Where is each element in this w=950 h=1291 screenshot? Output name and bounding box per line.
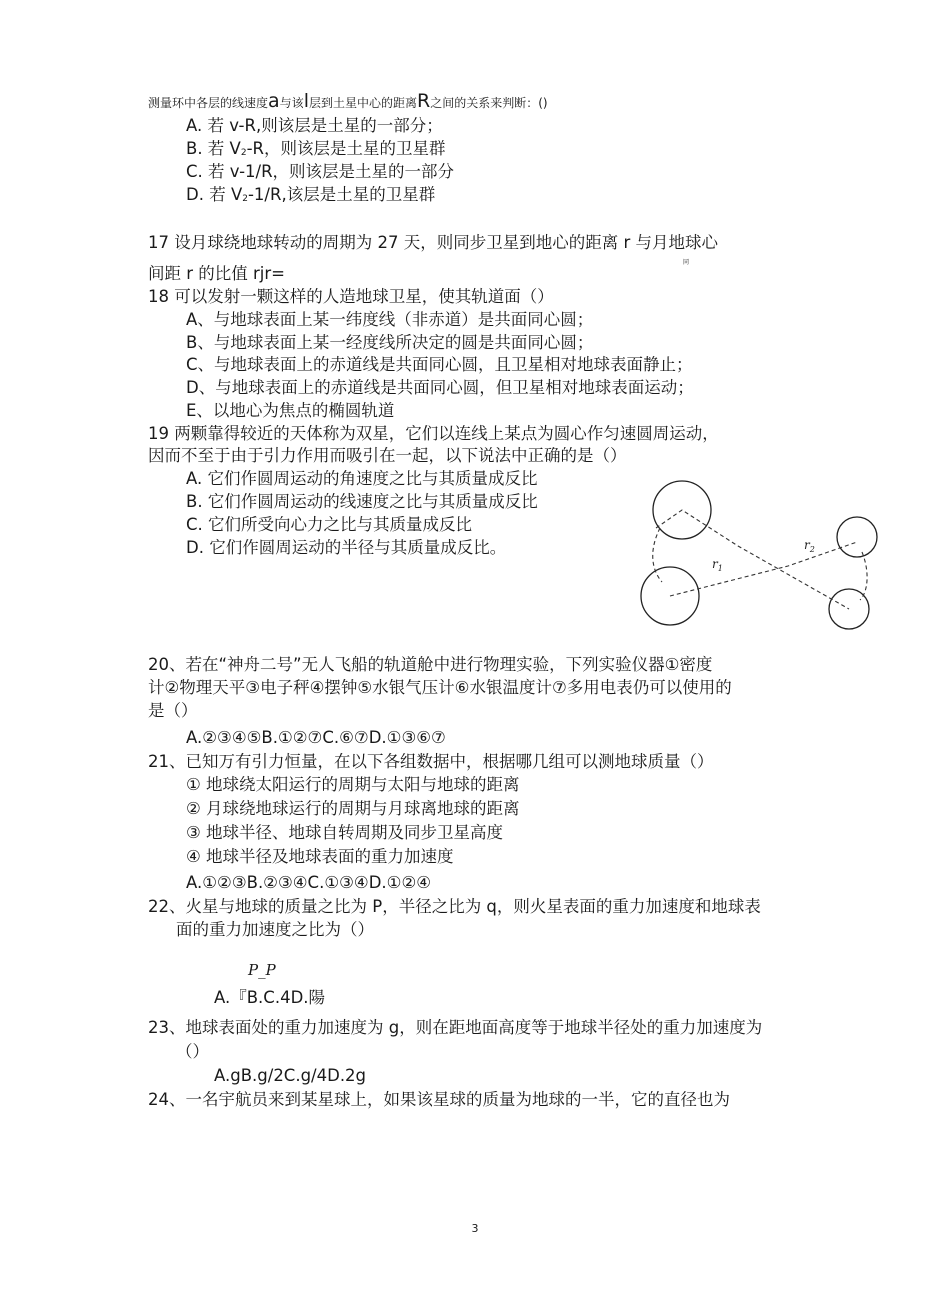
q16-option-c: C. 若 v-1/R，则该层是土星的一部分: [186, 162, 455, 181]
q18-option-d: D、与地球表面上的赤道线是共面同心圆，但卫星相对地球表面运动；: [186, 378, 694, 397]
q23-options: A.gB.g/2C.g/4D.2g: [214, 1066, 367, 1085]
q17-line-1: 17 设月球绕地球转动的周期为 27 天，则同步卫星到地心的距离 r 与月地球心: [148, 233, 718, 252]
q21-item-1: ① 地球绕太阳运行的周期与太阳与地球的距离: [186, 775, 520, 794]
star-a-bottom: [641, 567, 699, 625]
q17-line-2: 间距 r 的比值 rjr=: [148, 264, 285, 283]
q21-item-4: ④ 地球半径及地球表面的重力加速度: [186, 847, 454, 866]
q22-line-2: 面的重力加速度之比为（）: [176, 920, 374, 939]
q16-stem: 测量环中各层的线速度a与该l层到土星中心的距离R之间的关系来判断：(): [148, 90, 548, 112]
q18-option-e: E、以地心为焦点的椭圆轨道: [186, 401, 395, 420]
q19-option-a: A. 它们作圆周运动的角速度之比与其质量成反比: [186, 469, 538, 488]
orbit-left-arc: [653, 528, 662, 582]
q20-line-2: 计②物理天平③电子秤④摆钟⑤水银气压计⑥水银温度计⑦多用电表仍可以使用的: [148, 678, 732, 697]
q21-item-3: ③ 地球半径、地球自转周期及同步卫星高度: [186, 823, 504, 842]
q16-option-d: D. 若 V2-1/R,该层是土星的卫星群: [186, 185, 436, 204]
q17-tiny-mark: 同: [683, 259, 690, 266]
q22-options: A.『B.C.4D.陽: [214, 988, 326, 1007]
q18-option-c: C、与地球表面上的赤道线是共面同心圆，且卫星相对地球表面静止；: [186, 355, 693, 374]
q18-option-a: A、与地球表面上某一纬度线（非赤道）是共面同心圆；: [186, 310, 594, 329]
q20-line-1: 20、若在“神舟二号”无人飞船的轨道舱中进行物理实验，下列实验仪器①密度: [148, 655, 713, 674]
q19-line-2: 因而不至于由于引力作用而吸引在一起，以下说法中正确的是（）: [148, 446, 627, 465]
connecting-line-1: [656, 510, 849, 609]
q20-line-3: 是（）: [148, 701, 198, 720]
label-r1: $r_1$: [712, 557, 723, 573]
q16-option-a: A. 若 v-R,则该层是土星的一部分；: [186, 116, 443, 135]
q19-option-c: C. 它们所受向心力之比与其质量成反比: [186, 515, 473, 534]
star-b-top: [837, 517, 877, 557]
q21-stem: 21、已知万有引力恒量，在以下各组数据中，根据哪几组可以测地球质量（）: [148, 752, 714, 771]
q22-fraction: P_P: [248, 961, 276, 979]
binary-star-diagram: [638, 476, 878, 641]
q18-option-b: B、与地球表面上某一经度线所决定的圆是共面同心圆；: [186, 333, 594, 352]
q19-option-d: D. 它们作圆周运动的半径与其质量成反比。: [186, 538, 507, 557]
q19-option-b: B. 它们作圆周运动的线速度之比与其质量成反比: [186, 492, 538, 511]
q21-options: A.①②③B.②③④C.①③④D.①②④: [186, 873, 432, 892]
q16-option-b: B. 若 V2-R，则该层是土星的卫星群: [186, 139, 446, 158]
q24-line-1: 24、一名宇航员来到某星球上，如果该星球的质量为地球的一半，它的直径也为: [148, 1090, 730, 1109]
label-r2: $r_2$: [804, 538, 815, 554]
q19-line-1: 19 两颗靠得较近的天体称为双星，它们以连线上某点为圆心作匀速圆周运动，: [148, 424, 719, 443]
q22-line-1: 22、火星与地球的质量之比为 P，半径之比为 q，则火星表面的重力加速度和地球表: [148, 897, 761, 916]
q23-line-2: （）: [176, 1042, 209, 1061]
q21-item-2: ② 月球绕地球运行的周期与月球离地球的距离: [186, 799, 520, 818]
q23-line-1: 23、地球表面处的重力加速度为 g，则在距地面高度等于地球半径处的重力加速度为: [148, 1018, 763, 1037]
q18-stem: 18 可以发射一颗这样的人造地球卫星，使其轨道面（）: [148, 287, 554, 306]
q20-options: A.②③④⑤B.①②⑦C.⑥⑦D.①③⑥⑦: [186, 728, 446, 747]
page-number: 3: [471, 1222, 479, 1235]
